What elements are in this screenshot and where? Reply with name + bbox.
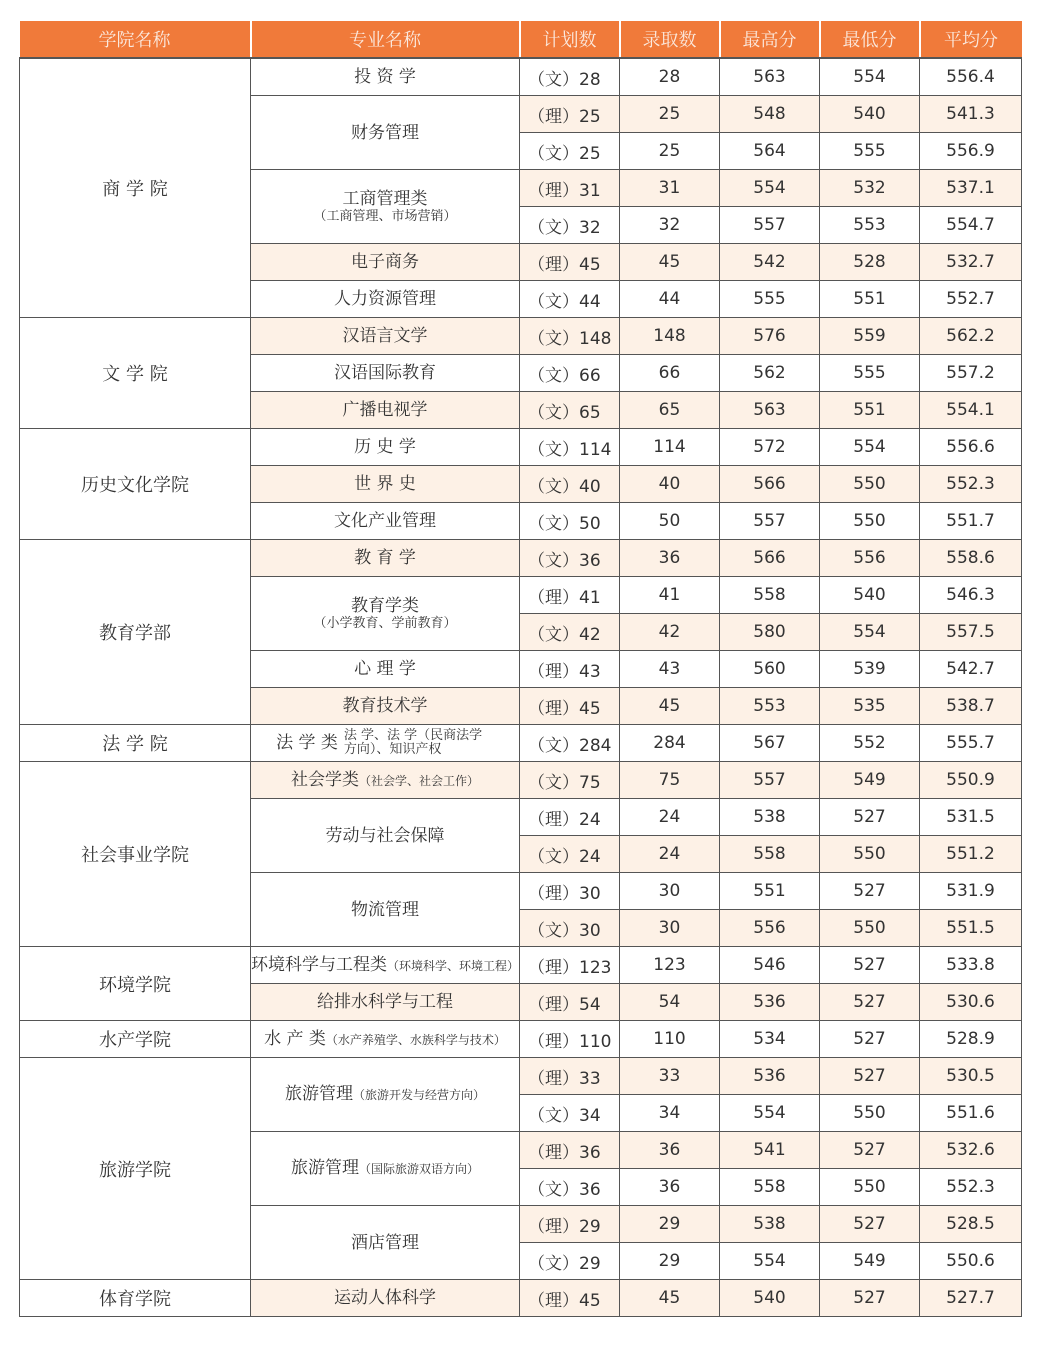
plan-cell: （理）25	[520, 96, 620, 133]
avg-score-cell: 530.6	[920, 984, 1022, 1021]
admitted-cell: 75	[620, 762, 720, 799]
major-cell	[251, 466, 520, 503]
max-score-cell: 540	[720, 1280, 820, 1317]
major-name: 教育学类	[351, 595, 419, 616]
plan-cell: （文）65	[520, 392, 620, 429]
major-cell	[251, 725, 520, 762]
min-score-cell: 550	[820, 466, 920, 503]
min-score-cell: 559	[820, 318, 920, 355]
major-cell	[251, 1206, 520, 1280]
plan-cell: （理）45	[520, 244, 620, 281]
college-cell: 旅游学院	[20, 1058, 251, 1280]
plan-cell: （文）42	[520, 614, 620, 651]
min-score-cell: 550	[820, 910, 920, 947]
admission-score-table	[19, 21, 1022, 1317]
min-score-cell: 554	[820, 429, 920, 466]
plan-cell: （文）25	[520, 133, 620, 170]
plan-cell: （理）110	[520, 1021, 620, 1058]
admitted-cell: 65	[620, 392, 720, 429]
avg-score-cell: 541.3	[920, 96, 1022, 133]
plan-cell: （理）41	[520, 577, 620, 614]
avg-score-cell: 556.6	[920, 429, 1022, 466]
avg-score-cell: 542.7	[920, 651, 1022, 688]
min-score-cell: 554	[820, 58, 920, 96]
admitted-cell: 36	[620, 540, 720, 577]
major-name: 水 产 类	[264, 1028, 326, 1049]
admitted-cell: 114	[620, 429, 720, 466]
max-score-cell: 560	[720, 651, 820, 688]
major-cell	[251, 799, 520, 873]
plan-cell: （理）30	[520, 873, 620, 910]
avg-score-cell: 532.7	[920, 244, 1022, 281]
major-cell	[251, 170, 520, 244]
header-major: 专业名称	[251, 21, 520, 58]
min-score-cell: 527	[820, 1021, 920, 1058]
header-plan: 计划数	[520, 21, 620, 58]
avg-score-cell: 554.7	[920, 207, 1022, 244]
major-subtitle: 法 学、法 学（民商法学方向）、知识产权	[343, 728, 483, 757]
min-score-cell: 550	[820, 1095, 920, 1132]
plan-cell: （文）40	[520, 466, 620, 503]
plan-cell: （理）45	[520, 1280, 620, 1317]
avg-score-cell: 557.2	[920, 355, 1022, 392]
avg-score-cell: 532.6	[920, 1132, 1022, 1169]
college-cell: 商 学 院	[20, 58, 251, 318]
major-name: 广播电视学	[342, 400, 428, 420]
admitted-cell: 45	[620, 244, 720, 281]
avg-score-cell: 551.5	[920, 910, 1022, 947]
major-name: 环境科学与工程类	[251, 954, 387, 975]
admitted-cell: 110	[620, 1021, 720, 1058]
major-cell	[251, 984, 520, 1021]
min-score-cell: 527	[820, 1132, 920, 1169]
plan-cell: （文）30	[520, 910, 620, 947]
max-score-cell: 558	[720, 1169, 820, 1206]
table-row	[20, 58, 1022, 96]
admitted-cell: 33	[620, 1058, 720, 1095]
major-name: 酒店管理	[351, 1232, 419, 1253]
admitted-cell: 34	[620, 1095, 720, 1132]
min-score-cell: 540	[820, 577, 920, 614]
admitted-cell: 28	[620, 58, 720, 96]
max-score-cell: 567	[720, 725, 820, 762]
max-score-cell: 558	[720, 836, 820, 873]
min-score-cell: 551	[820, 392, 920, 429]
major-name: 财务管理	[351, 122, 419, 143]
admitted-cell: 32	[620, 207, 720, 244]
major-cell	[251, 281, 520, 318]
min-score-cell: 527	[820, 984, 920, 1021]
avg-score-cell: 531.9	[920, 873, 1022, 910]
plan-cell: （理）29	[520, 1206, 620, 1243]
major-name: 社会学类	[290, 769, 359, 790]
table-header-row	[20, 21, 1022, 58]
min-score-cell: 549	[820, 762, 920, 799]
max-score-cell: 538	[720, 799, 820, 836]
min-score-cell: 555	[820, 133, 920, 170]
major-subtitle: （工商管理、市场营销）	[313, 208, 457, 224]
admitted-cell: 66	[620, 355, 720, 392]
major-cell	[251, 1058, 520, 1132]
major-name: 劳动与社会保障	[325, 825, 445, 846]
min-score-cell: 528	[820, 244, 920, 281]
avg-score-cell: 551.7	[920, 503, 1022, 540]
college-cell: 环境学院	[20, 947, 251, 1021]
admitted-cell: 36	[620, 1132, 720, 1169]
avg-score-cell: 550.9	[920, 762, 1022, 799]
major-name: 文化产业管理	[334, 511, 436, 531]
avg-score-cell: 557.5	[920, 614, 1022, 651]
table-row	[20, 725, 1022, 762]
admitted-cell: 30	[620, 910, 720, 947]
major-cell	[251, 577, 520, 651]
avg-score-cell: 556.4	[920, 58, 1022, 96]
min-score-cell: 532	[820, 170, 920, 207]
table-row	[20, 762, 1022, 799]
major-name: 汉语国际教育	[334, 363, 436, 383]
major-subtitle: （国际旅游双语方向）	[358, 1162, 479, 1176]
header-min-score: 最低分	[820, 21, 920, 58]
plan-cell: （文）36	[520, 1169, 620, 1206]
header-max-score: 最高分	[720, 21, 820, 58]
avg-score-cell: 530.5	[920, 1058, 1022, 1095]
college-cell: 历史文化学院	[20, 429, 251, 540]
major-name: 运动人体科学	[334, 1288, 436, 1308]
college-cell: 法 学 院	[20, 725, 251, 762]
plan-cell: （文）44	[520, 281, 620, 318]
min-score-cell: 550	[820, 1169, 920, 1206]
plan-cell: （理）43	[520, 651, 620, 688]
college-cell: 社会事业学院	[20, 762, 251, 947]
avg-score-cell: 528.5	[920, 1206, 1022, 1243]
admitted-cell: 31	[620, 170, 720, 207]
admitted-cell: 40	[620, 466, 720, 503]
plan-cell: （文）34	[520, 1095, 620, 1132]
plan-cell: （理）45	[520, 688, 620, 725]
major-name: 旅游管理	[290, 1158, 359, 1178]
min-score-cell: 535	[820, 688, 920, 725]
admitted-cell: 44	[620, 281, 720, 318]
admitted-cell: 30	[620, 873, 720, 910]
avg-score-cell: 527.7	[920, 1280, 1022, 1317]
avg-score-cell: 546.3	[920, 577, 1022, 614]
min-score-cell: 550	[820, 836, 920, 873]
major-subtitle: （社会学、社会工作）	[358, 773, 479, 788]
table-row	[20, 1280, 1022, 1317]
header-avg-score: 平均分	[920, 21, 1022, 58]
plan-cell: （文）29	[520, 1243, 620, 1280]
avg-score-cell: 558.6	[920, 540, 1022, 577]
table-row	[20, 540, 1022, 577]
major-cell	[251, 96, 520, 170]
table-row	[20, 1021, 1022, 1058]
admitted-cell: 41	[620, 577, 720, 614]
major-subtitle: （旅游开发与经营方向）	[352, 1088, 485, 1102]
avg-score-cell: 554.1	[920, 392, 1022, 429]
min-score-cell: 553	[820, 207, 920, 244]
max-score-cell: 546	[720, 947, 820, 984]
plan-cell: （文）75	[520, 762, 620, 799]
max-score-cell: 554	[720, 1243, 820, 1280]
major-name: 教 育 学	[354, 548, 416, 568]
max-score-cell: 580	[720, 614, 820, 651]
plan-cell: （文）66	[520, 355, 620, 392]
admitted-cell: 284	[620, 725, 720, 762]
plan-cell: （文）114	[520, 429, 620, 466]
major-cell	[251, 1132, 520, 1206]
avg-score-cell: 552.7	[920, 281, 1022, 318]
major-cell	[251, 1021, 520, 1058]
plan-cell: （文）28	[520, 58, 620, 96]
avg-score-cell: 552.3	[920, 1169, 1022, 1206]
max-score-cell: 554	[720, 170, 820, 207]
admitted-cell: 45	[620, 688, 720, 725]
avg-score-cell: 550.6	[920, 1243, 1022, 1280]
max-score-cell: 553	[720, 688, 820, 725]
max-score-cell: 548	[720, 96, 820, 133]
major-cell	[251, 429, 520, 466]
admitted-cell: 25	[620, 96, 720, 133]
min-score-cell: 549	[820, 1243, 920, 1280]
plan-cell: （理）31	[520, 170, 620, 207]
table-row	[20, 1058, 1022, 1095]
table-row	[20, 318, 1022, 355]
college-cell: 教育学部	[20, 540, 251, 725]
max-score-cell: 538	[720, 1206, 820, 1243]
admitted-cell: 29	[620, 1243, 720, 1280]
max-score-cell: 566	[720, 466, 820, 503]
min-score-cell: 556	[820, 540, 920, 577]
college-cell: 体育学院	[20, 1280, 251, 1317]
min-score-cell: 527	[820, 1280, 920, 1317]
major-cell	[251, 318, 520, 355]
max-score-cell: 558	[720, 577, 820, 614]
max-score-cell: 557	[720, 207, 820, 244]
table-row	[20, 429, 1022, 466]
admitted-cell: 25	[620, 133, 720, 170]
max-score-cell: 556	[720, 910, 820, 947]
min-score-cell: 527	[820, 1058, 920, 1095]
admitted-cell: 29	[620, 1206, 720, 1243]
admitted-cell: 24	[620, 799, 720, 836]
admitted-cell: 54	[620, 984, 720, 1021]
min-score-cell: 527	[820, 799, 920, 836]
min-score-cell: 540	[820, 96, 920, 133]
major-subtitle: （小学教育、学前教育）	[313, 615, 457, 631]
major-name: 工商管理类	[342, 188, 428, 209]
avg-score-cell: 555.7	[920, 725, 1022, 762]
max-score-cell: 554	[720, 1095, 820, 1132]
max-score-cell: 534	[720, 1021, 820, 1058]
min-score-cell: 552	[820, 725, 920, 762]
max-score-cell: 541	[720, 1132, 820, 1169]
avg-score-cell: 556.9	[920, 133, 1022, 170]
admitted-cell: 24	[620, 836, 720, 873]
major-cell	[251, 1280, 520, 1317]
major-cell	[251, 244, 520, 281]
plan-cell: （文）32	[520, 207, 620, 244]
major-cell	[251, 540, 520, 577]
max-score-cell: 563	[720, 58, 820, 96]
max-score-cell: 576	[720, 318, 820, 355]
max-score-cell: 557	[720, 762, 820, 799]
avg-score-cell: 528.9	[920, 1021, 1022, 1058]
table-row	[20, 947, 1022, 984]
major-cell	[251, 651, 520, 688]
avg-score-cell: 552.3	[920, 466, 1022, 503]
avg-score-cell: 531.5	[920, 799, 1022, 836]
major-name: 人力资源管理	[334, 289, 436, 309]
avg-score-cell: 551.2	[920, 836, 1022, 873]
major-subtitle: （环境科学、环境工程）	[387, 958, 520, 973]
major-name: 历 史 学	[354, 437, 416, 457]
college-cell: 文 学 院	[20, 318, 251, 429]
max-score-cell: 566	[720, 540, 820, 577]
major-cell	[251, 688, 520, 725]
admitted-cell: 123	[620, 947, 720, 984]
major-name: 物流管理	[351, 899, 419, 920]
major-subtitle: （水产养殖学、水族科学与技术）	[325, 1032, 506, 1047]
min-score-cell: 555	[820, 355, 920, 392]
plan-cell: （理）33	[520, 1058, 620, 1095]
plan-cell: （文）36	[520, 540, 620, 577]
major-name: 投 资 学	[354, 67, 416, 87]
major-cell	[251, 58, 520, 96]
major-cell	[251, 392, 520, 429]
admitted-cell: 36	[620, 1169, 720, 1206]
max-score-cell: 536	[720, 1058, 820, 1095]
major-cell	[251, 762, 520, 799]
max-score-cell: 536	[720, 984, 820, 1021]
college-cell: 水产学院	[20, 1021, 251, 1058]
major-name: 汉语言文学	[342, 326, 428, 346]
max-score-cell: 557	[720, 503, 820, 540]
major-cell	[251, 947, 520, 984]
plan-cell: （文）284	[520, 725, 620, 762]
major-name: 世 界 史	[354, 474, 416, 494]
max-score-cell: 551	[720, 873, 820, 910]
min-score-cell: 554	[820, 614, 920, 651]
max-score-cell: 572	[720, 429, 820, 466]
avg-score-cell: 533.8	[920, 947, 1022, 984]
admitted-cell: 148	[620, 318, 720, 355]
plan-cell: （理）54	[520, 984, 620, 1021]
major-name: 心 理 学	[354, 659, 416, 679]
avg-score-cell: 562.2	[920, 318, 1022, 355]
major-cell	[251, 355, 520, 392]
major-name: 教育技术学	[342, 696, 428, 716]
admitted-cell: 50	[620, 503, 720, 540]
major-name: 法 学 类	[276, 733, 338, 753]
header-college: 学院名称	[20, 21, 251, 58]
admitted-cell: 42	[620, 614, 720, 651]
major-cell	[251, 873, 520, 947]
min-score-cell: 539	[820, 651, 920, 688]
plan-cell: （理）123	[520, 947, 620, 984]
min-score-cell: 551	[820, 281, 920, 318]
plan-cell: （理）24	[520, 799, 620, 836]
plan-cell: （文）50	[520, 503, 620, 540]
major-name: 旅游管理	[284, 1084, 353, 1104]
min-score-cell: 550	[820, 503, 920, 540]
avg-score-cell: 538.7	[920, 688, 1022, 725]
min-score-cell: 527	[820, 873, 920, 910]
avg-score-cell: 537.1	[920, 170, 1022, 207]
max-score-cell: 542	[720, 244, 820, 281]
admitted-cell: 43	[620, 651, 720, 688]
max-score-cell: 564	[720, 133, 820, 170]
max-score-cell: 555	[720, 281, 820, 318]
min-score-cell: 527	[820, 947, 920, 984]
max-score-cell: 563	[720, 392, 820, 429]
avg-score-cell: 551.6	[920, 1095, 1022, 1132]
major-name: 电子商务	[351, 252, 419, 272]
plan-cell: （文）24	[520, 836, 620, 873]
major-cell	[251, 503, 520, 540]
min-score-cell: 527	[820, 1206, 920, 1243]
plan-cell: （文）148	[520, 318, 620, 355]
major-name: 给排水科学与工程	[317, 992, 453, 1012]
header-admitted: 录取数	[620, 21, 720, 58]
plan-cell: （理）36	[520, 1132, 620, 1169]
max-score-cell: 562	[720, 355, 820, 392]
admitted-cell: 45	[620, 1280, 720, 1317]
